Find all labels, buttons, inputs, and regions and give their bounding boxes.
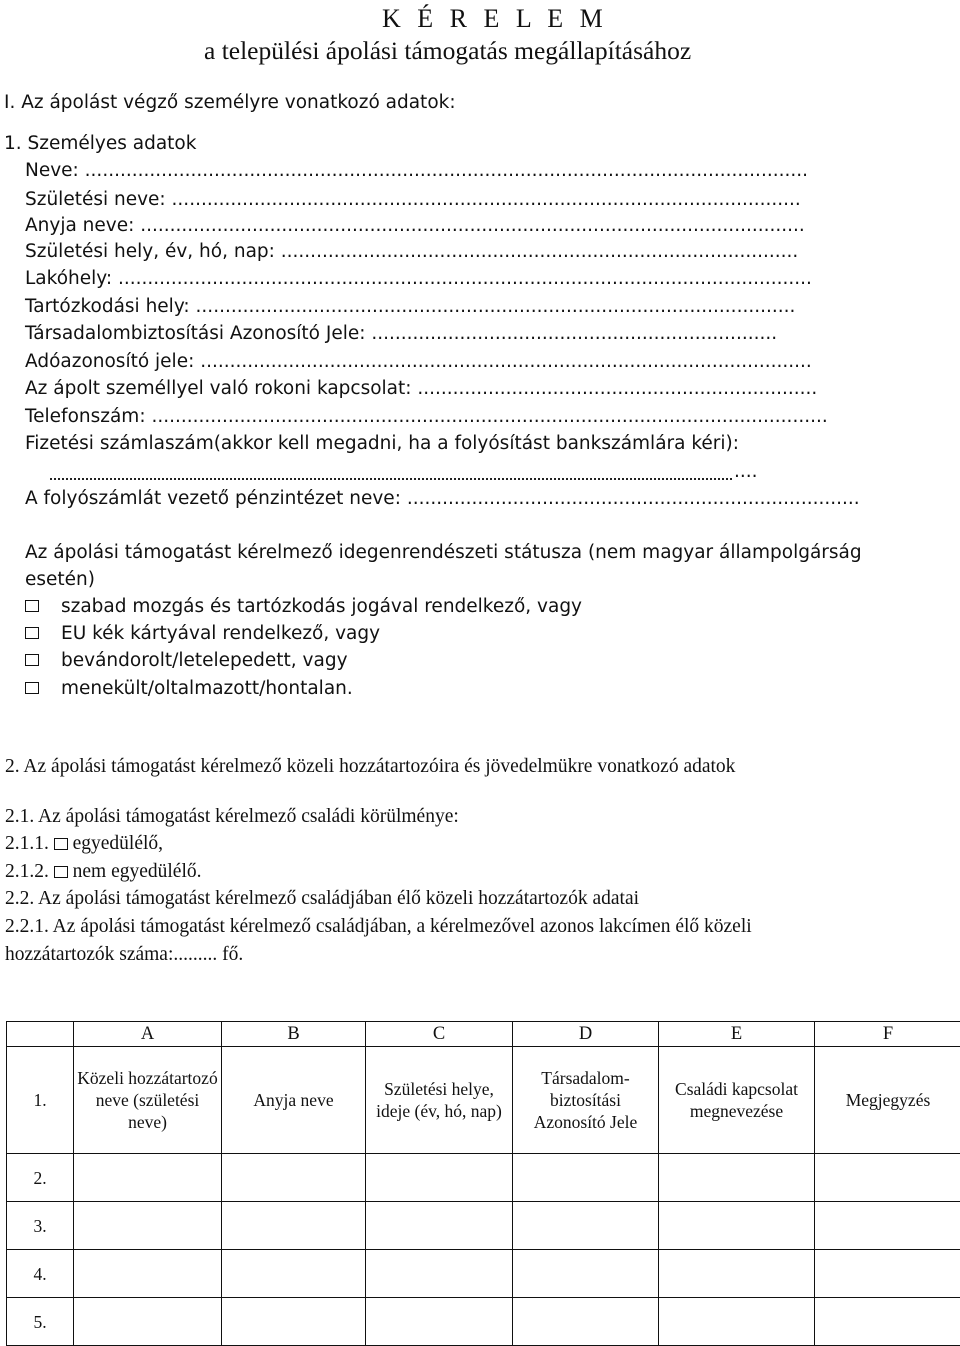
field-phone: Telefonszám: ................................................................................................................... <box>25 406 828 427</box>
field-account-number: Fizetési számlaszám(akkor kell megadni, ha a folyósítást bankszámlára kéri): <box>25 433 739 454</box>
checkbox-icon[interactable] <box>25 682 39 694</box>
checkbox-icon[interactable] <box>54 838 68 850</box>
header-remark: Megjegyzés <box>815 1047 960 1154</box>
row-number: 3. <box>7 1202 74 1250</box>
table-cell[interactable] <box>815 1250 960 1298</box>
column-letter-c: C <box>366 1022 513 1047</box>
table-cell[interactable] <box>74 1298 222 1346</box>
table-cell[interactable] <box>513 1154 659 1202</box>
header-relative-name: Közeli hozzátartozó neve (születési neve) <box>74 1047 222 1154</box>
option-single[interactable]: 2.1.1. egyedülélő, <box>5 833 163 855</box>
table-cell[interactable] <box>74 1250 222 1298</box>
section-2-2-1-text: 2.2.1. Az ápolási támogatást kérelmező családjában, a kérelmezővel azonos lakcímen élő közeli <box>5 916 752 938</box>
section-2-heading: 2. Az ápolási támogatást kérelmező közeli hozzátartozóira és jövedelmükre vonatkozó adatok <box>5 756 735 778</box>
header-birth-place-date: Születési helye, ideje (év, hó, nap) <box>366 1047 513 1154</box>
table-cell[interactable] <box>513 1202 659 1250</box>
status-question: Az ápolási támogatást kérelmező idegenrendészeti státusza (nem magyar állampolgárság <box>25 542 862 563</box>
status-option-settled[interactable]: bevándorolt/letelepedett, vagy <box>25 650 348 671</box>
table-cell[interactable] <box>74 1154 222 1202</box>
table-cell[interactable] <box>659 1250 815 1298</box>
row-number: 1. <box>7 1047 74 1154</box>
table-cell[interactable] <box>659 1154 815 1202</box>
account-number-blank <box>50 478 732 480</box>
table-row <box>7 1202 960 1250</box>
status-option-refugee[interactable]: menekült/oltalmazott/hontalan. <box>25 678 353 699</box>
field-relationship: Az ápolt személlyel való rokoni kapcsolat: .................................................................... <box>25 378 817 399</box>
status-option-free-movement[interactable]: szabad mozgás és tartózkodás jogával rendelkező, vagy <box>25 596 582 617</box>
section-1-heading: I. Az ápolást végző személyre vonatkozó adatok: <box>4 92 456 113</box>
section-2-2-heading: 2.2. Az ápolási támogatást kérelmező családjában élő közeli hozzátartozók adatai <box>5 888 639 910</box>
checkbox-icon[interactable] <box>54 866 68 878</box>
table-cell[interactable] <box>366 1250 513 1298</box>
table-cell[interactable] <box>513 1250 659 1298</box>
table-row <box>7 1154 960 1202</box>
table-row <box>7 1298 960 1346</box>
table-cell[interactable] <box>366 1154 513 1202</box>
field-name: Neve: ........................................................................................................................... <box>25 160 808 181</box>
checkbox-icon[interactable] <box>25 600 39 612</box>
personal-data-heading: 1. Személyes adatok <box>4 133 196 154</box>
table-cell[interactable] <box>815 1298 960 1346</box>
row-number: 2. <box>7 1154 74 1202</box>
row-number: 4. <box>7 1250 74 1298</box>
checkbox-icon[interactable] <box>25 654 39 666</box>
field-tax-id: Adóazonosító jele: ........................................................................................................ <box>25 351 812 372</box>
status-option-eu-blue-card[interactable]: EU kék kártyával rendelkező, vagy <box>25 623 380 644</box>
column-letter-a: A <box>74 1022 222 1047</box>
section-2-2-1-text-cont: hozzátartozók száma:......... fő. <box>5 944 243 966</box>
checkbox-icon[interactable] <box>25 627 39 639</box>
header-relationship: Családi kapcsolat megnevezése <box>659 1047 815 1154</box>
column-letter-e: E <box>659 1022 815 1047</box>
header-taj: Társadalom-biztosítási Azonosító Jele <box>513 1047 659 1154</box>
field-residence: Lakóhely: ...................................................................................................................... <box>25 268 812 289</box>
table-cell[interactable] <box>366 1202 513 1250</box>
table-cell[interactable] <box>659 1298 815 1346</box>
field-birth-place-date: Születési hely, év, hó, nap: ........................................................................................ <box>25 241 798 262</box>
column-letter-d: D <box>513 1022 659 1047</box>
table-cell[interactable] <box>222 1154 366 1202</box>
table-cell[interactable] <box>513 1298 659 1346</box>
row-number: 5. <box>7 1298 74 1346</box>
table-cell[interactable] <box>222 1298 366 1346</box>
relatives-table <box>6 1021 960 1346</box>
table-cell[interactable] <box>366 1298 513 1346</box>
table-cell <box>7 1022 74 1047</box>
account-number-blank-end: .... <box>734 461 758 482</box>
field-taj: Társadalombiztosítási Azonosító Jele: ..................................................................... <box>25 323 777 344</box>
table-cell[interactable] <box>222 1250 366 1298</box>
column-letter-b: B <box>222 1022 366 1047</box>
table-letter-row <box>7 1022 960 1047</box>
option-not-single[interactable]: 2.1.2. nem egyedülélő. <box>5 861 202 883</box>
table-cell[interactable] <box>222 1202 366 1250</box>
field-stay-place: Tartózkodási hely: ...................................................................................................... <box>25 296 795 317</box>
column-letter-f: F <box>815 1022 960 1047</box>
header-mother-name: Anyja neve <box>222 1047 366 1154</box>
section-2-1-heading: 2.1. Az ápolási támogatást kérelmező családi körülménye: <box>5 806 459 828</box>
field-birth-name: Születési neve: ........................................................................................................... <box>25 189 801 210</box>
table-cell[interactable] <box>815 1154 960 1202</box>
status-question-cont: esetén) <box>25 569 95 590</box>
field-mother-name: Anyja neve: ................................................................................................................. <box>25 215 805 236</box>
table-cell[interactable] <box>659 1202 815 1250</box>
document-title: K É R E L E M <box>382 4 608 34</box>
document-subtitle: a települési ápolási támogatás megállapításához <box>204 36 691 66</box>
table-cell[interactable] <box>815 1202 960 1250</box>
field-bank-name: A folyószámlát vezető pénzintézet neve: ............................................................................. <box>25 488 860 509</box>
table-cell[interactable] <box>74 1202 222 1250</box>
table-row <box>7 1250 960 1298</box>
table-header-row <box>7 1047 960 1154</box>
